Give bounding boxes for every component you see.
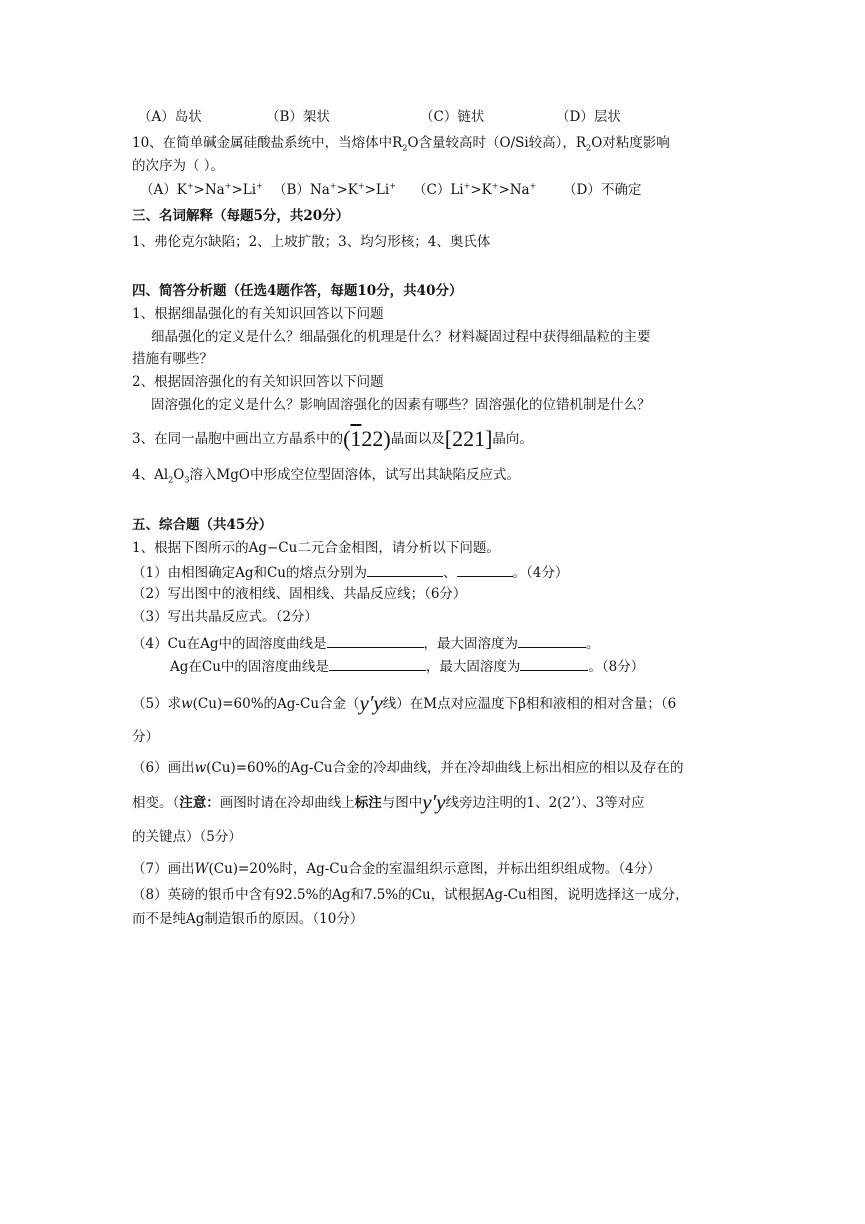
section5-p3: （3）写出共晶反应式。（2分）	[132, 609, 318, 625]
q10-option-a: （A）K+>Na+>Li+	[140, 181, 263, 198]
q9-option-b: （B）架状	[266, 109, 330, 125]
section4-title: 四、简答分析题（任选4题作答，每题10分，共40分）	[132, 283, 463, 299]
q10-stem-line2: 的次序为（ ）。	[132, 158, 225, 174]
section4-q1-body: 细晶强化的定义是什么？细晶强化的机理是什么？材料凝固过程中获得细晶粒的主要	[151, 329, 651, 345]
q9-options	[138, 108, 621, 126]
section5-p8-line1: （8）英磅的银币中含有92.5%的Ag和7.5%的Cu，试根据Ag-Cu相图，说明选择这一成分，	[132, 887, 689, 903]
q10-options	[140, 181, 641, 199]
miller-direction: [221]	[444, 426, 493, 451]
section3-items: 1、弗伦克尔缺陷；2、上坡扩散；3、均匀形核；4、奥氏体	[132, 234, 491, 250]
section5-intro: 1、根据下图所示的Ag−Cu二元合金相图，请分析以下问题。	[132, 540, 500, 556]
section5-p6: （6）画出w(Cu)=60%的Ag-Cu合金的冷却曲线，并在冷却曲线上标出相应的相以及存在的	[132, 760, 684, 776]
section5-p6-line3: 的关键点）（5分）	[132, 829, 242, 845]
q9-option-a: （A）岛状	[138, 109, 202, 125]
answer-blank[interactable]	[520, 656, 588, 671]
yy-line-label: y′y	[422, 790, 446, 814]
section5-p1: （1）由相图确定Ag和Cu的熔点分别为 、 。（4分）	[132, 562, 568, 582]
q10-option-c: （C）Li+>K+>Na+	[413, 181, 537, 198]
q9-option-c: （C）链状	[420, 109, 485, 125]
answer-blank[interactable]	[327, 633, 424, 648]
section4-q1-body-cont: 措施有哪些？	[132, 351, 213, 367]
section5-p7: （7）画出W(Cu)=20%时，Ag-Cu合金的室温组织示意图，并标出组织组成物。（4分）	[132, 861, 661, 877]
section5-p6-line2: 相变。（注意：画图时请在冷却曲线上标注与图中y′y线旁边注明的1、2(2’）、3等对应	[132, 790, 645, 814]
yy-line-label: y′y	[359, 691, 383, 715]
section5-p5: （5）求w(Cu)=60%的Ag-Cu合金（y′y线）在M点对应温度下β相和液相的相对含量；（6	[132, 691, 677, 715]
section5-p8-line2: 而不是纯Ag制造银币的原因。（10分）	[132, 911, 364, 927]
section5-p4-line2: Ag在Cu中的固溶度曲线是 ，最大固溶度为 。（8分）	[170, 656, 644, 676]
q10-stem-line1: 10、在简单碱金属硅酸盐系统中，当熔体中$R_2O$含量较高时（O/Si较高），$R_2O$对粘度影响	[132, 135, 670, 153]
section4-q1-title: 1、根据细晶强化的有关知识回答以下问题	[132, 306, 384, 322]
section4-q4: 4、$Al_2O_3$溶入MgO中形成空位型固溶体，试写出其缺陷反应式。	[132, 467, 520, 485]
answer-blank[interactable]	[367, 562, 443, 577]
answer-blank[interactable]	[457, 562, 513, 577]
section5-p5-cont: 分）	[132, 729, 159, 745]
answer-blank[interactable]	[329, 656, 426, 671]
section5-p4-line1: （4）Cu在Ag中的固溶度曲线是 ，最大固溶度为 。	[132, 633, 600, 653]
section4-q2-body: 固溶强化的定义是什么？影响固溶强化的因素有哪些？固溶强化的位错机制是什么？	[151, 397, 651, 413]
miller-plane: (122)	[343, 426, 391, 451]
q9-option-d: （D）层状	[556, 109, 621, 125]
q10-option-d: （D）不确定	[563, 182, 642, 198]
section4-q3: 3、在同一晶胞中画出立方晶系中的(122)晶面以及[221]晶向。	[132, 426, 533, 451]
section5-title: 五、综合题（共45分）	[132, 517, 273, 533]
answer-blank[interactable]	[518, 633, 586, 648]
section4-q2-title: 2、根据固溶强化的有关知识回答以下问题	[132, 374, 384, 390]
section5-p2: （2）写出图中的液相线、固相线、共晶反应线；（6分）	[132, 586, 467, 602]
q10-option-b: （B）Na+>K+>Li+	[273, 181, 396, 198]
section3-title: 三、名词解释（每题5分，共20分）	[132, 208, 350, 224]
